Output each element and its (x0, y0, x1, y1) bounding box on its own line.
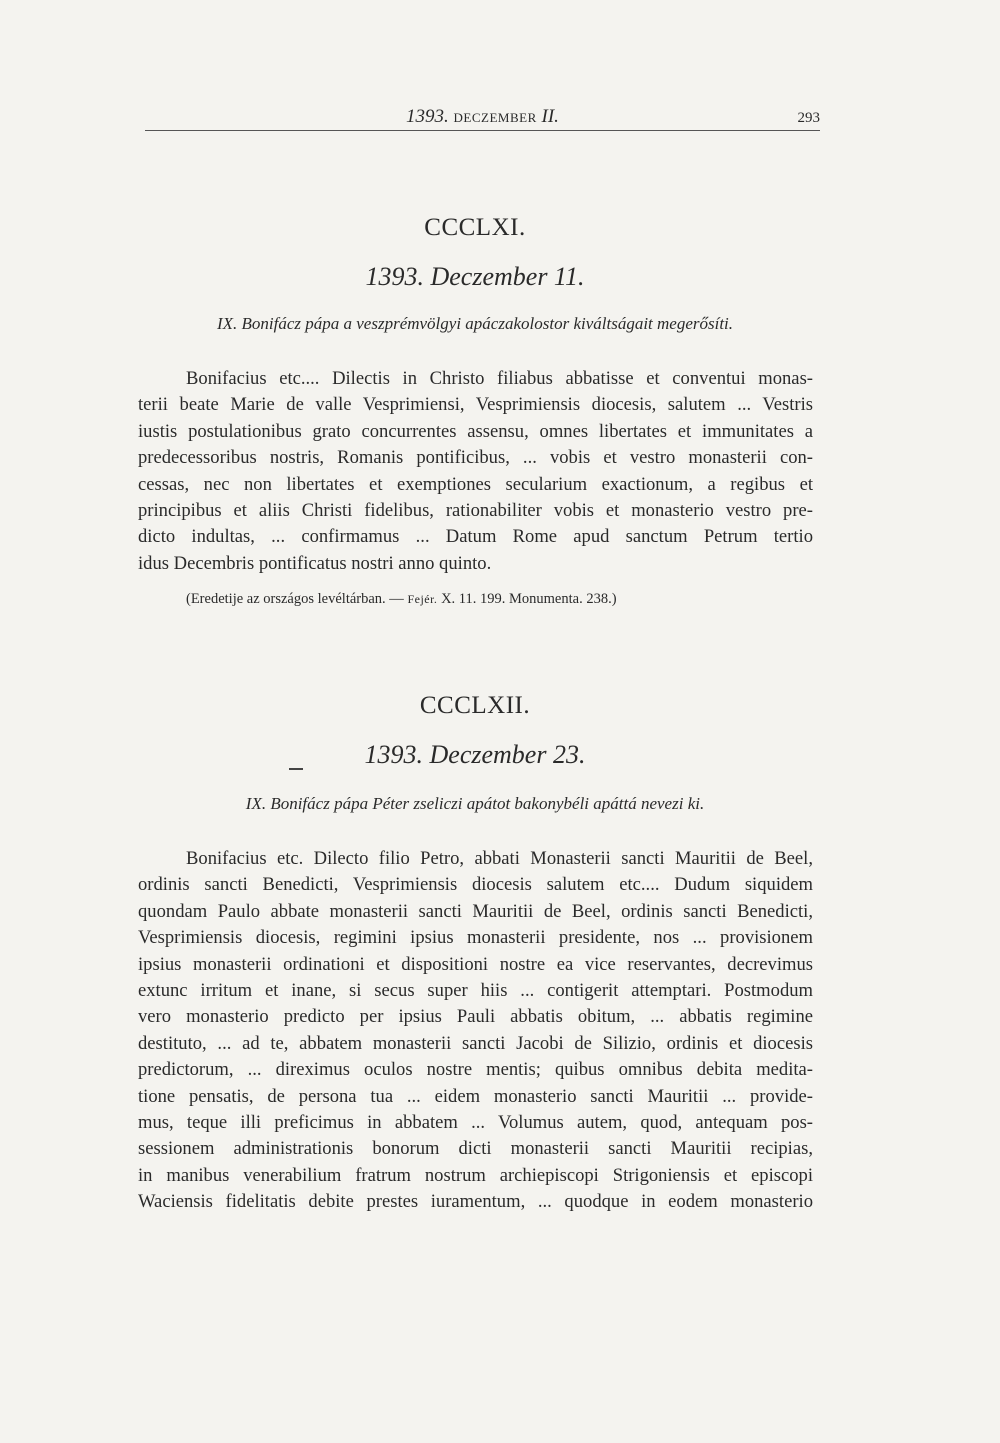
body-line: vero monasterio predicto per ipsius Pauli abbatis obitum, ... abbatis regimine (138, 1006, 813, 1028)
body-line: mus, teque illi preficimus in abbatem ... Volumus autem, quod, antequam pos- (138, 1112, 813, 1134)
divider (289, 768, 303, 770)
body-line: principibus et aliis Christi fidelibus, rationabiliter vobis et monasterio vestro pre- (138, 500, 813, 522)
document-body (138, 366, 813, 577)
body-line: ordinis sancti Benedicti, Vesprimiensis diocesis salutem etc.... Dudum siquidem (138, 874, 813, 896)
body-line: ipsius monasterii ordinationi et dispositioni nostre ea vice reservantes, decrevimus (138, 953, 813, 975)
body-line: extunc irritum et inane, si secus super hiis ... contigerit attemptari. Postmodum (138, 980, 813, 1002)
body-line: predecessoribus nostris, Romanis pontificibus, ... vobis et vestro monasterii con- (138, 447, 813, 469)
body-line: Waciensis fidelitatis debite prestes iuramentum, ... quodque in eodem monasterio (138, 1191, 813, 1213)
body-line: Bonifacius etc.... Dilectis in Christo filiabus abbatisse et conventui monas- (186, 368, 813, 389)
running-head (145, 106, 820, 131)
document-date: 1393. Deczember 11. (365, 262, 585, 291)
source-note (186, 591, 826, 608)
header-day: II. (541, 106, 559, 127)
body-line: destituto, ... ad te, abbatem monasterii sancti Jacobi de Silizio, ordinis et diocesis (138, 1032, 813, 1054)
source-author: Fejér. (407, 592, 438, 606)
body-line: Vesprimiensis diocesis, regimini ipsius monasterii presidente, nos ... provisionem (138, 927, 813, 949)
page-number: 293 (797, 110, 820, 126)
body-line: sessionem administrationis bonorum dicti monasterii sancti Mauritii recipias, (138, 1138, 813, 1160)
source-note-text: X. 11. 199. Monumenta. 238.) (437, 591, 617, 607)
body-line: Bonifacius etc. Dilecto filio Petro, abbati Monasterii sancti Mauritii de Beel, (186, 848, 813, 869)
body-line: iustis postulationibus grato concurrentes assensu, omnes libertates et immunitates a (138, 420, 813, 442)
document-summary: IX. Bonifácz pápa Péter zseliczi apátot bakonybéli apáttá nevezi ki. (245, 794, 705, 813)
running-head-title (145, 106, 820, 128)
body-line: idus Decembris pontificatus nostri anno quinto. (138, 552, 492, 574)
body-line: tione pensatis, de persona tua ... eidem monasterio sancti Mauritii ... provide- (138, 1085, 813, 1107)
body-line: cessas, nec non libertates et exemptiones secularium exactionum, a regibus et (138, 473, 813, 495)
document-number: CCCLXII. (419, 692, 531, 719)
body-line: quondam Paulo abbate monasterii sancti Mauritii de Beel, ordinis sancti Benedicti, (138, 900, 813, 922)
body-line: in manibus venerabilium fratrum nostrum archiepiscopi Strigoniensis et episcopi (138, 1164, 813, 1186)
document-summary: IX. Bonifácz pápa a veszprémvölgyi apáczakolostor kiváltságait megerősíti. (216, 314, 734, 333)
header-year: 1393. (406, 106, 449, 127)
body-line: terii beate Marie de valle Vesprimiensi, Vesprimiensis diocesis, salutem ... Vestris (138, 394, 813, 416)
document-body (138, 846, 813, 1216)
header-month: DECZEMBER (453, 110, 537, 125)
body-line: predictorum, ... direximus oculos nostre mentis; quibus omnibus debita medita- (138, 1059, 813, 1081)
source-note-text: (Eredetije az országos levéltárban. — (186, 591, 408, 607)
document-date: 1393. Deczember 23. (364, 740, 586, 769)
document-number: CCCLXI. (424, 214, 526, 241)
body-line: dicto indultas, ... confirmamus ... Datum Rome apud sanctum Petrum tertio (138, 526, 813, 548)
